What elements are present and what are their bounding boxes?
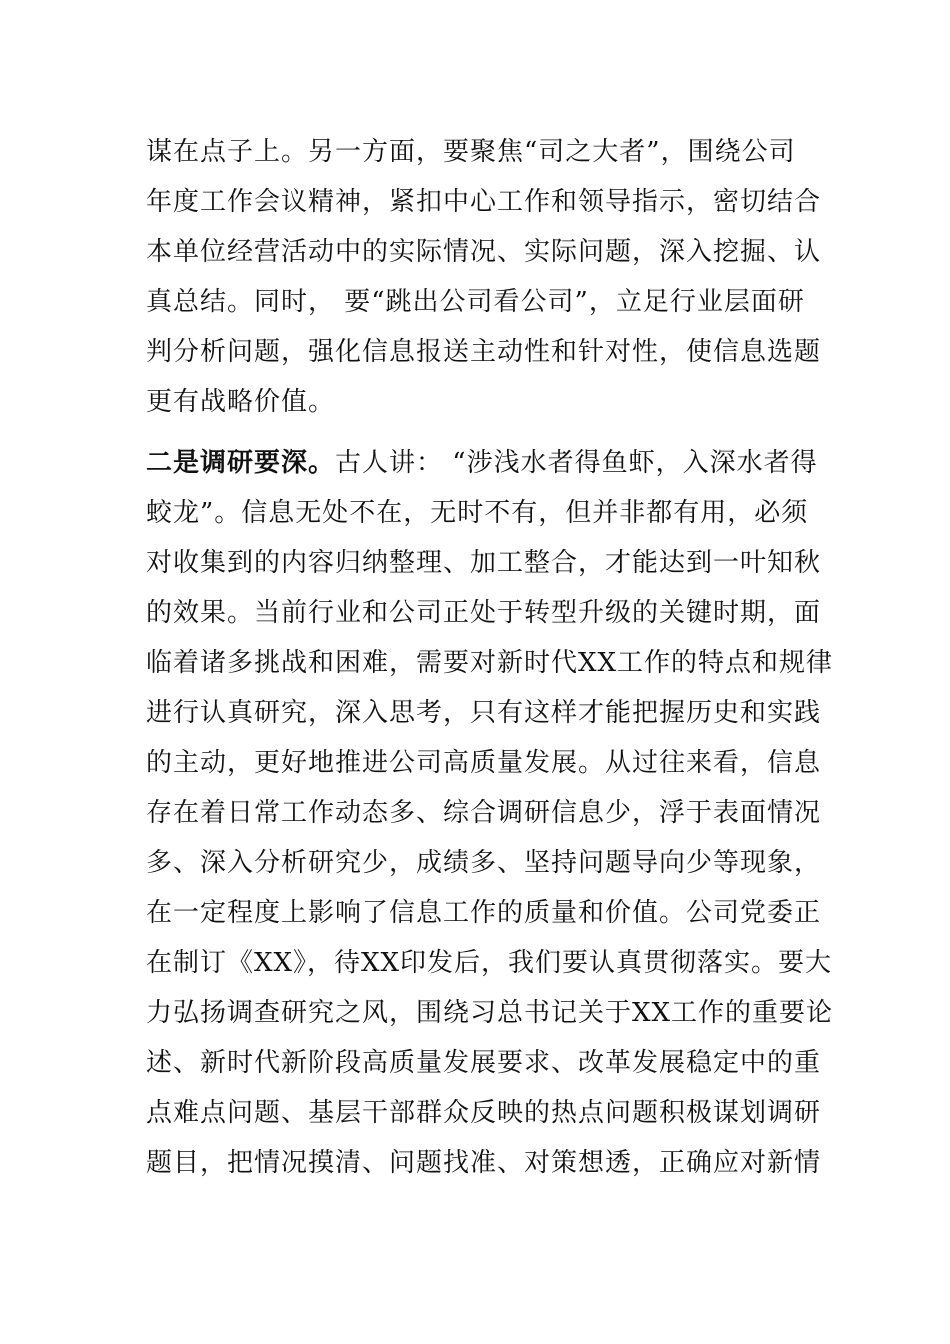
paragraph-1 — [146, 127, 822, 427]
paragraph-line: 的效果。当前行业和公司正处于转型升级的关键时期，面 — [146, 598, 822, 628]
paragraph-line: 本单位经营活动中的实际情况、实际问题，深入挖掘、认 — [146, 237, 822, 267]
paragraph-line-rest: 古人讲： “涉浅水者得鱼虾，入深水者得 — [335, 448, 818, 478]
paragraph-line: 真总结。同时， 要“跳出公司看公司”，立足行业层面研 — [146, 287, 805, 317]
paragraph-line: 在制订《XX》，待XX印发后，我们要认真贯彻落实。要大 — [146, 948, 833, 978]
paragraph-2 — [146, 438, 834, 1188]
paragraph-line: 进行认真研究，深入思考，只有这样才能把握历史和实践 — [146, 698, 822, 728]
paragraph-line: 判分析问题，强化信息报送主动性和针对性，使信息选题 — [146, 337, 822, 367]
paragraph-line: 题目，把情况摸清、问题找准、对策想透，正确应对新情 — [146, 1148, 822, 1178]
paragraph-line: 点难点问题、基层干部群众反映的热点问题积极谋划调研 — [146, 1098, 822, 1128]
paragraph-line: 多、深入分析研究少，成绩多、坚持问题导向少等现象， — [146, 848, 822, 878]
paragraph-line: 述、新时代新阶段高质量发展要求、改革发展稳定中的重 — [146, 1048, 822, 1078]
paragraph-line: 蛟龙”。信息无处不在，无时不有，但并非都有用，必须 — [146, 498, 809, 528]
paragraph-line: 力弘扬调查研究之风，围绕习总书记关于XX工作的重要论 — [146, 998, 834, 1028]
section-lead-heading: 二是调研要深。 — [146, 448, 336, 478]
paragraph-line: 在一定程度上影响了信息工作的质量和价值。公司党委正 — [146, 898, 822, 928]
paragraph-first-line — [146, 438, 818, 488]
paragraph-line: 存在着日常工作动态多、综合调研信息少，浮于表面情况 — [146, 798, 822, 828]
paragraph-line: 的主动，更好地推进公司高质量发展。从过往来看，信息 — [146, 748, 822, 778]
paragraph-line: 年度工作会议精神，紧扣中心工作和领导指示，密切结合 — [146, 187, 822, 217]
paragraph-line: 对收集到的内容归纳整理、加工整合，才能达到一叶知秋 — [146, 548, 822, 578]
paragraph-line: 谋在点子上。另一方面，要聚焦“司之大者”，围绕公司 — [146, 137, 796, 167]
paragraph-line: 更有战略价值。 — [146, 387, 336, 417]
paragraph-line: 临着诸多挑战和困难，需要对新时代XX工作的特点和规律 — [146, 648, 834, 678]
